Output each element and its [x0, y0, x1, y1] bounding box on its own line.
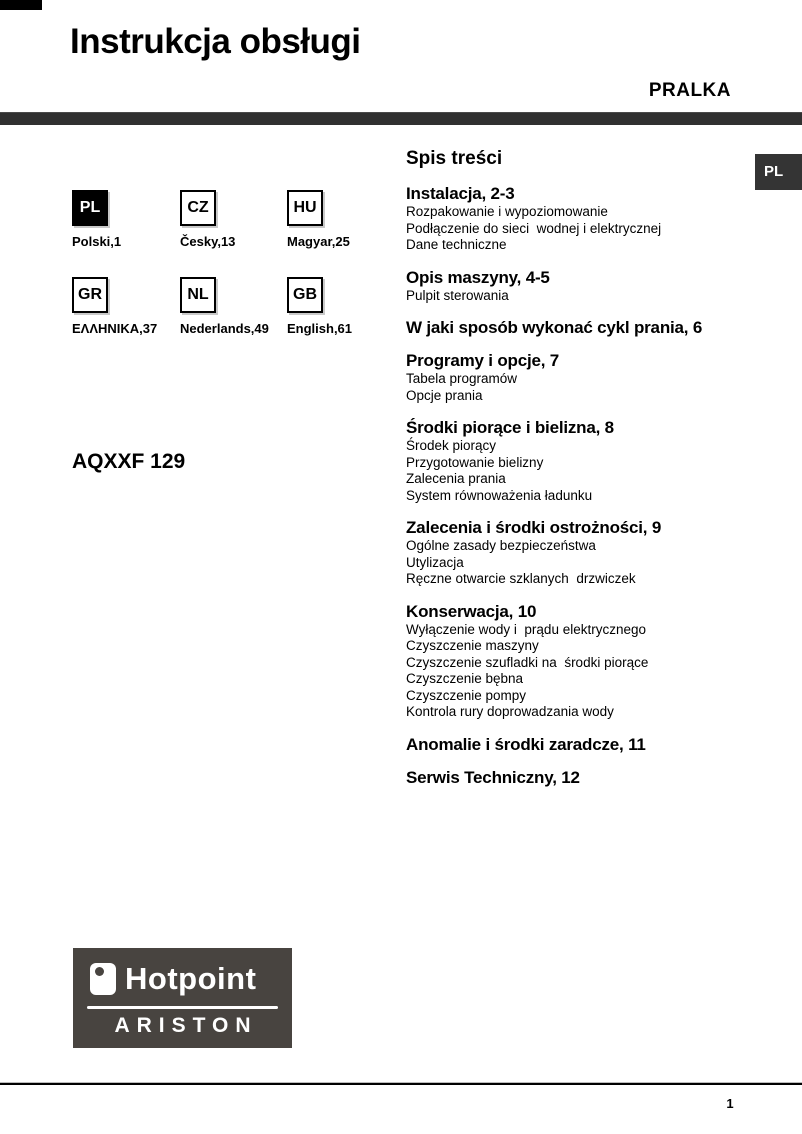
language-box-hu: HU	[287, 190, 323, 226]
toc-section	[406, 268, 746, 305]
toc-item: Środek piorący	[406, 438, 497, 453]
toc-section	[406, 602, 746, 721]
toc-section-title: Instalacja, 2-3	[406, 184, 515, 203]
toc-section	[406, 735, 746, 754]
hotpoint-ariston-logo	[73, 948, 292, 1048]
language-label-gb: English,61	[287, 321, 353, 336]
toc-item: Tabela programów	[406, 371, 518, 386]
language-label-nl: Nederlands,49	[180, 321, 269, 336]
toc-item: Zalecenia prania	[406, 471, 506, 486]
language-box-nl: NL	[180, 277, 216, 313]
toc-item: Opcje prania	[406, 387, 483, 403]
logo-divider-line	[87, 1006, 278, 1009]
toc-section-title: Serwis Techniczny, 12	[406, 767, 580, 787]
toc-item: Przygotowanie bielizny	[406, 454, 544, 470]
toc-section-title: Programy i opcje, 7	[406, 351, 560, 370]
language-box-pl: PL	[72, 190, 108, 226]
language-label-hu: Magyar,25	[287, 234, 350, 249]
toc-item: Wyłączenie wody i prądu elektrycznego	[406, 621, 646, 637]
toc-item: Dane techniczne	[406, 237, 507, 252]
toc-item: Czyszczenie pompy	[406, 687, 527, 703]
toc-section-title: W jaki sposób wykonać cykl prania, 6	[406, 318, 703, 337]
toc-item: Czyszczenie maszyny	[406, 638, 539, 653]
sub-brand-name: ARISTON	[114, 1014, 258, 1037]
toc-item: Utylizacja	[406, 554, 464, 570]
toc-item: Czyszczenie szufladki na środki piorące	[406, 654, 649, 670]
toc-item: Podłączenie do sieci wodnej i elektrycznej	[406, 220, 662, 236]
toc-item: Ręczne otwarcie szklanych drzwiczek	[406, 571, 636, 586]
language-box-gb: GB	[287, 277, 323, 313]
page-title: Instrukcja obsługi	[70, 22, 361, 61]
toc-section-title: Anomalie i środki zaradcze, 11	[406, 734, 646, 754]
toc-section	[406, 184, 746, 254]
toc-section	[406, 768, 746, 787]
toc-item: Ogólne zasady bezpieczeństwa	[406, 538, 596, 553]
toc-section-title: Środki piorące i bielizna, 8	[406, 418, 614, 437]
table-of-contents	[406, 148, 746, 788]
footer-divider-line	[0, 1082, 802, 1085]
toc-section	[406, 351, 746, 404]
corner-print-mark	[0, 0, 42, 10]
toc-item: Czyszczenie bębna	[406, 671, 524, 686]
hotpoint-door-dot-icon	[95, 967, 104, 976]
hotpoint-door-icon	[90, 963, 116, 995]
toc-section	[406, 418, 746, 504]
language-label-pl: Polski,1	[72, 234, 122, 249]
toc-item: Rozpakowanie i wypoziomowanie	[406, 204, 608, 219]
appliance-type-label: PRALKA	[648, 80, 731, 101]
header-divider-bar	[0, 112, 802, 125]
brand-name: Hotpoint	[125, 961, 257, 996]
toc-section	[406, 518, 746, 588]
toc-section	[406, 318, 746, 337]
language-side-tab: PL	[755, 154, 802, 190]
toc-item: System równoważenia ładunku	[406, 487, 593, 503]
language-box-cz: CZ	[180, 190, 216, 226]
toc-item: Pulpit sterowania	[406, 287, 509, 303]
language-label-cz: Česky,13	[180, 234, 236, 249]
logo-top-row	[90, 961, 256, 997]
toc-section-title: Zalecenia i środki ostrożności, 9	[406, 518, 662, 537]
toc-section-title: Opis maszyny, 4-5	[406, 267, 550, 287]
language-box-gr: GR	[72, 277, 108, 313]
toc-item: Kontrola rury doprowadzania wody	[406, 704, 614, 719]
toc-heading: Spis treści	[406, 148, 503, 169]
model-number: AQXXF 129	[72, 450, 186, 473]
toc-section-title: Konserwacja, 10	[406, 601, 537, 621]
page-number: 1	[726, 1096, 734, 1111]
language-label-gr: ΕΛΛΗΝΙΚΑ,37	[72, 321, 158, 336]
